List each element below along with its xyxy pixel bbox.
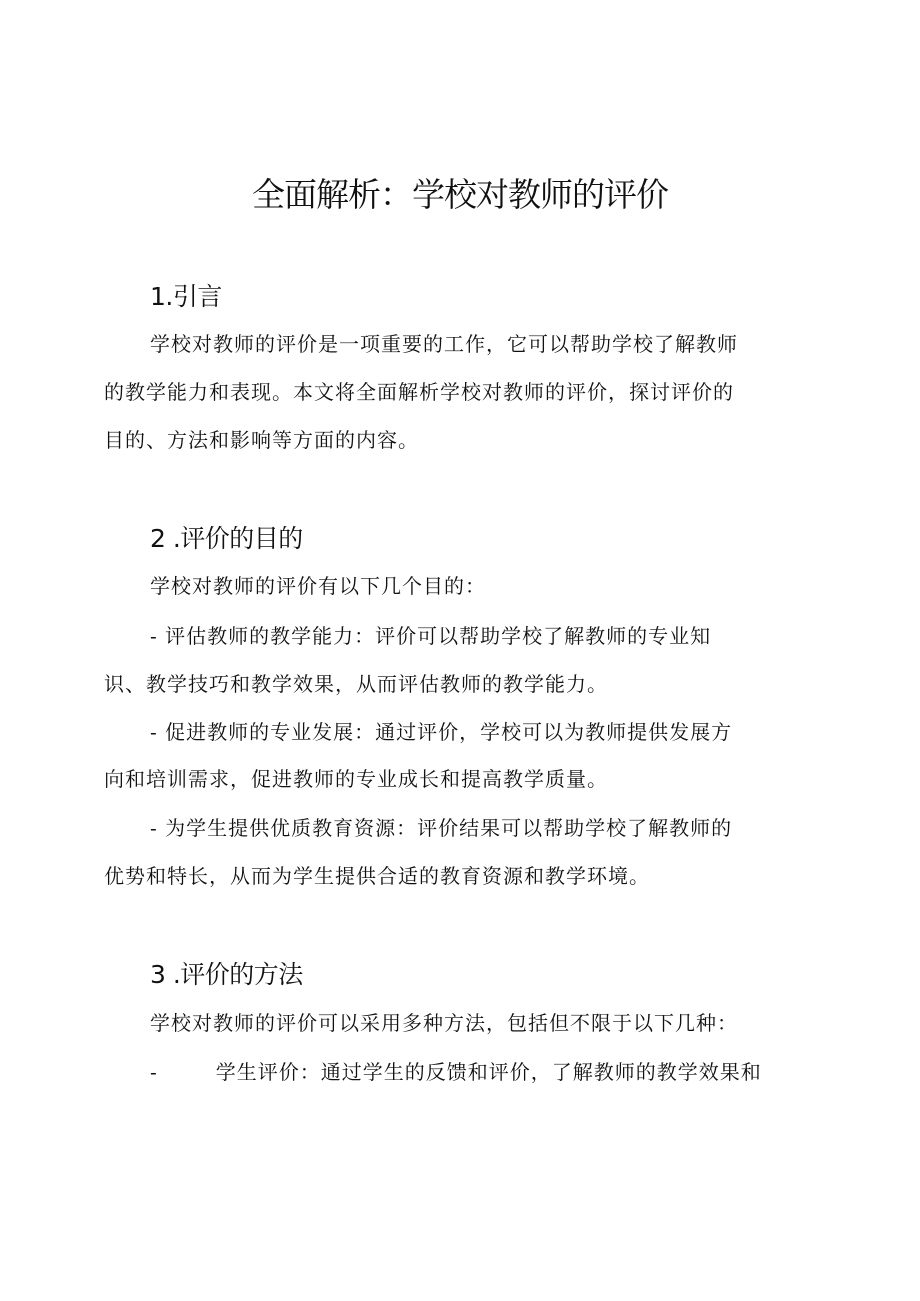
- list-item-line: - 促进教师的专业发展：通过评价，学校可以为教师提供发展方: [150, 720, 733, 744]
- list-item-line: 向和培训需求，促进教师的专业成长和提高教学质量。: [104, 767, 608, 791]
- section-heading-purpose: 2 .评价的目的: [150, 524, 303, 553]
- section-heading-methods: 3 .评价的方法: [150, 960, 303, 989]
- list-item-line: 识、教学技巧和教学效果，从而评估教师的教学能力。: [104, 672, 608, 696]
- list-item-line: 优势和特长，从而为学生提供合适的教育资源和教学环境。: [104, 864, 650, 888]
- list-item-line: - 评估教师的教学能力：评价可以帮助学校了解教师的专业知: [150, 624, 712, 648]
- paragraph-line: 的教学能力和表现。本文将全面解析学校对教师的评价，探讨评价的: [104, 380, 734, 404]
- list-dash: -: [150, 1060, 158, 1084]
- paragraph-line: 学校对教师的评价有以下几个目的：: [150, 574, 486, 598]
- paragraph-line: 学校对教师的评价是一项重要的工作，它可以帮助学校了解教师: [150, 332, 738, 356]
- document-title: 全面解析：学校对教师的评价: [252, 175, 668, 214]
- paragraph-line: 学校对教师的评价可以采用多种方法，包括但不限于以下几种：: [150, 1011, 738, 1035]
- list-item-text: 学生评价：通过学生的反馈和评价，了解教师的教学效果和: [215, 1060, 762, 1084]
- list-item-line: - 为学生提供优质教育资源：评价结果可以帮助学校了解教师的: [150, 816, 733, 840]
- paragraph-line: 目的、方法和影响等方面的内容。: [104, 428, 419, 452]
- list-item-line: [150, 1057, 762, 1087]
- section-heading-intro: 1.引言: [150, 282, 222, 311]
